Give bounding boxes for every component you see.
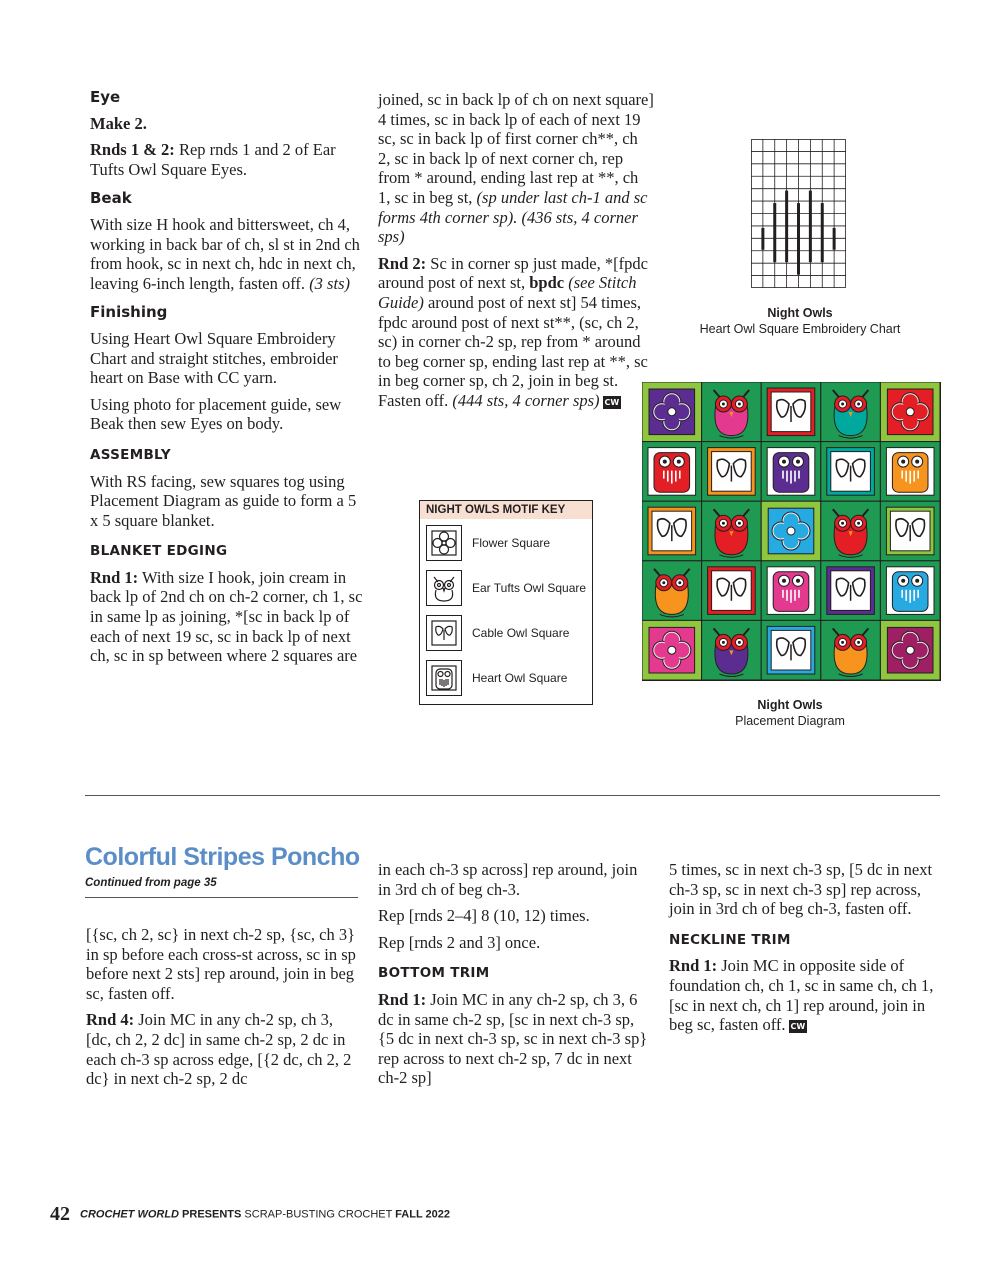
motif-key: [419, 500, 593, 705]
flower-square-icon: [426, 525, 462, 561]
placement-square: [880, 501, 940, 561]
placement-square: [761, 620, 821, 680]
placement-square: [880, 620, 940, 680]
edging-continued: joined, sc in back lp of ch on next square] 4 times, sc in back lp of each of next 19 sc, sc in back lp of first corner ch**, ch 2, sc in back lp of next corner ch, rep from * around, ending last rep at **, ch 1, sc in beg st, (sp under last ch-1 and sc forms 4th corner sp). (436 sts, 4 corner sps): [378, 90, 654, 247]
assembly-heading: ASSEMBLY: [90, 446, 171, 463]
placement-square: [821, 620, 881, 680]
poncho-c2-p3: Rep [rnds 2 and 3] once.: [378, 932, 541, 952]
placement-square: [702, 382, 762, 442]
poncho-rnd4: Rnd 4: Join MC in any ch-2 sp, ch 3, [dc, ch 2, 2 dc] in same ch-2 sp, 2 dc in each ch-3 sp across edge, [{2 dc, ch 2, 2 dc} in next ch-2 sp, 2 dc: [86, 1010, 352, 1089]
placement-square: [821, 382, 881, 442]
poncho-column-1: [86, 925, 361, 1096]
key-row-ear-tufts: Ear Tufts Owl Square: [426, 568, 586, 608]
placement-square: [880, 561, 940, 621]
chart-subtitle: Heart Owl Square Embroidery Chart: [699, 322, 901, 336]
poncho-c1-p1: [{sc, ch 2, sc} in next ch-2 sp, {sc, ch 3} in sp before each cross-st across, sc in sp before next 2 sts] rep around, join in beg sc, fasten off.: [86, 925, 356, 1003]
beak-text: With size H hook and bittersweet, ch 4, working in back bar of ch, sl st in 2nd ch from hook, sc in next ch, hdc in next ch, leaving 6-inch length, fasten off. (3 sts): [90, 214, 360, 293]
cable-owl-icon: [426, 615, 462, 651]
beak-heading: Beak: [90, 189, 132, 208]
placement-square: [821, 561, 881, 621]
key-row-heart: Heart Owl Square: [426, 658, 567, 698]
finishing-p2: Using photo for placement guide, sew Beak then sew Eyes on body.: [90, 394, 342, 434]
chart-caption: [690, 305, 910, 337]
embroidery-chart: [751, 139, 847, 289]
page-footer: 42 CROCHET WORLD PRESENTS SCRAP-BUSTING CROCHET FALL 2022: [50, 1203, 450, 1225]
placement-diagram: [642, 382, 941, 681]
poncho-c3-p1: 5 times, sc in next ch-3 sp, [5 dc in next ch-3 sp, sc in next ch-3 sp] rep across, join in 3rd ch of beg ch-3, fasten off.: [669, 860, 933, 919]
cw-end-mark: CW: [790, 1021, 806, 1031]
placement-square: [880, 442, 940, 502]
placement-square: [642, 561, 702, 621]
placement-caption: [680, 697, 900, 729]
left-column: [90, 88, 365, 673]
poncho-c2-p1: in each ch-3 sp across] rep around, join in 3rd ch of beg ch-3.: [378, 860, 638, 899]
placement-square: [880, 382, 940, 442]
poncho-c2-p2: Rep [rnds 2–4] 8 (10, 12) times.: [378, 906, 590, 926]
finishing-heading: Finishing: [90, 303, 168, 322]
placement-square: [642, 382, 702, 442]
placement-square: [642, 442, 702, 502]
motif-key-title: NIGHT OWLS MOTIF KEY: [420, 501, 592, 519]
placement-square: [761, 442, 821, 502]
placement-square: [761, 561, 821, 621]
eye-make: Make 2.: [90, 113, 147, 133]
key-row-cable: Cable Owl Square: [426, 613, 569, 653]
placement-square: [702, 561, 762, 621]
neckline-trim-heading: NECKLINE TRIM: [669, 931, 791, 948]
edging-rnd2: Rnd 2: Sc in corner sp just made, *[fpdc around post of next st, bpdc (see Stitch Guide) around post of next st] 54 times, fpdc around post of next st**, (sc, ch 2, sc) in corner ch-2 sp, rep from * around to beg corner sp, ending last rep at **, sc in beg corner sp, ch 2, join in beg st. Fasten off. (444 sts, 4 corner sps) CW: [378, 253, 648, 410]
middle-column: [378, 90, 654, 418]
poncho-continued: Continued from page 35: [85, 877, 217, 889]
chart-title: Night Owls: [767, 306, 833, 320]
placement-square: [642, 501, 702, 561]
eye-heading: Eye: [90, 88, 121, 106]
ear-tufts-owl-icon: [426, 570, 462, 606]
bottom-trim-rnd1: Rnd 1: Join MC in any ch-2 sp, ch 3, 6 dc in same ch-2 sp, [sc in next ch-3 sp, {5 dc in next ch-3 sp, sc in next ch-3 sp} rep across to next ch-2 sp, 7 dc in next ch-2 sp]: [378, 989, 648, 1088]
page-number: 42: [50, 1203, 70, 1225]
assembly-text: With RS facing, sew squares tog using Placement Diagram as guide to form a 5 x 5 square blanket.: [90, 471, 357, 530]
placement-square: [702, 442, 762, 502]
edging-rnd1: Rnd 1: With size I hook, join cream in back lp of 2nd ch on ch-2 corner, ch 1, sc in same lp as joining, *[sc in back lp of each of next 19 sc, sc in back lp of next ch, sc in sp between where 2 squares are: [90, 567, 363, 666]
heart-owl-icon: [426, 660, 462, 696]
finishing-p1: Using Heart Owl Square Embroidery Chart and straight stitches, embroider heart on Base with CC yarn.: [90, 328, 338, 388]
cw-end-mark: CW: [604, 397, 620, 407]
poncho-title-rule: [85, 897, 358, 898]
bottom-trim-heading: BOTTOM TRIM: [378, 965, 490, 982]
placement-square: [702, 620, 762, 680]
section-divider: [85, 795, 940, 796]
placement-title: Night Owls: [757, 698, 823, 712]
neckline-trim-rnd1: Rnd 1: Join MC in opposite side of foundation ch, ch 1, sc in same ch, ch 1, [sc in next ch, ch 1] rep around, join in beg sc, fasten off. CW: [669, 956, 934, 1035]
placement-square: [821, 501, 881, 561]
placement-subtitle: Placement Diagram: [735, 714, 845, 728]
placement-square: [761, 501, 821, 561]
poncho-column-2: [378, 860, 648, 1095]
edging-heading: BLANKET EDGING: [90, 543, 228, 560]
placement-square: [702, 501, 762, 561]
poncho-title: Colorful Stripes Poncho: [85, 843, 360, 871]
poncho-column-3: [669, 860, 944, 1042]
eye-rnds: Rnds 1 & 2: Rep rnds 1 and 2 of Ear Tufts Owl Square Eyes.: [90, 140, 336, 179]
placement-square: [761, 382, 821, 442]
placement-square: [821, 442, 881, 502]
key-row-flower: Flower Square: [426, 523, 550, 563]
placement-square: [642, 620, 702, 680]
